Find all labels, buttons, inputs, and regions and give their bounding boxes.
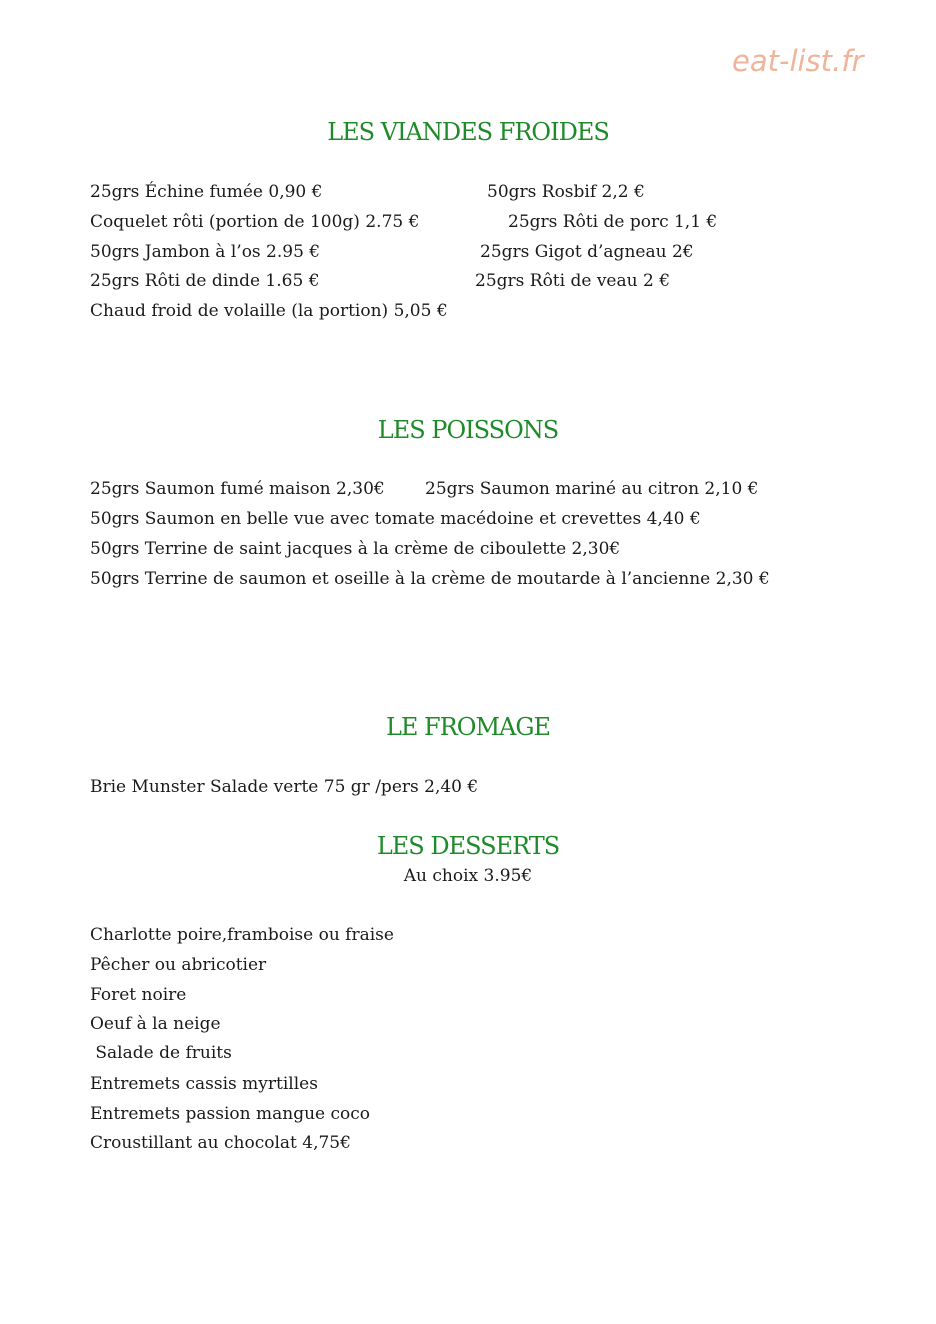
section-title-fromage: LE FROMAGE <box>385 713 551 741</box>
menu-item: Chaud froid de volaille (la portion) 5,05 € <box>90 301 448 321</box>
menu-item: Coquelet rôti (portion de 100g) 2.75 € <box>90 212 420 232</box>
menu-item: 50grs Saumon en belle vue avec tomate macédoine et crevettes 4,40 € <box>90 509 701 529</box>
menu-item: 25grs Rôti de dinde 1.65 € <box>90 271 320 291</box>
dessert-item: Entremets passion mangue coco <box>90 1104 371 1124</box>
dessert-item: Charlotte poire,framboise ou fraise <box>90 925 394 945</box>
menu-item: 25grs Échine fumée 0,90 € <box>90 182 323 202</box>
section-title-viandes: LES VIANDES FROIDES <box>327 118 609 146</box>
watermark-logo: eat-list.fr <box>732 44 864 78</box>
menu-item: 25grs Saumon fumé maison 2,30€ <box>90 479 385 499</box>
section-title-poissons: LES POISSONS <box>377 416 559 444</box>
menu-item: 25grs Gigot d’agneau 2€ <box>480 242 694 262</box>
dessert-item: Pêcher ou abricotier <box>90 955 267 975</box>
menu-item: 25grs Rôti de porc 1,1 € <box>508 212 718 232</box>
dessert-item: Oeuf à la neige <box>90 1014 221 1034</box>
dessert-item: Salade de fruits <box>90 1043 232 1063</box>
dessert-item: Entremets cassis myrtilles <box>90 1074 318 1094</box>
section-title-desserts: LES DESSERTS <box>376 832 560 860</box>
menu-item: 25grs Saumon mariné au citron 2,10 € <box>425 479 759 499</box>
dessert-item: Croustillant au chocolat 4,75€ <box>90 1133 351 1153</box>
menu-item: 50grs Jambon à l’os 2.95 € <box>90 242 321 262</box>
menu-item: 50grs Terrine de saumon et oseille à la crème de moutarde à l’ancienne 2,30 € <box>90 569 770 589</box>
menu-item: 50grs Terrine de saint jacques à la crème de ciboulette 2,30€ <box>90 539 621 559</box>
menu-item: Brie Munster Salade verte 75 gr /pers 2,40 € <box>90 777 479 797</box>
menu-item: 50grs Rosbif 2,2 € <box>487 182 645 202</box>
desserts-price-note: Au choix 3.95€ <box>403 866 533 886</box>
dessert-item: Foret noire <box>90 985 187 1005</box>
menu-item: 25grs Rôti de veau 2 € <box>475 271 671 291</box>
